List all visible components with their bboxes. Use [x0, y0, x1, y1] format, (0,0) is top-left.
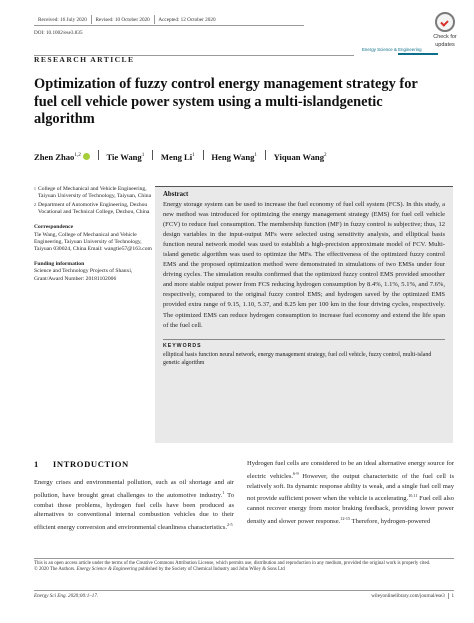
footnote-rule: [34, 558, 454, 559]
journal-url[interactable]: wileyonlinelibrary.com/journal/ese3: [371, 593, 445, 600]
article-metadata: [34, 186, 152, 283]
article-dates: [34, 14, 304, 26]
body-column-left: Energy crises and environmental pollution, such as oil shortage and air pollution, have brought great challenges to the automotive industry.$^1$ To combat those problems, hydrogen fuel cells have been produced as alternatives to conventional internal combustion vehicles due to their efficient energy conversion and environmental cleanliness characteristics.$^{2-5}$: [34, 479, 234, 532]
accepted-date: Accepted: 12 October 2020: [158, 16, 216, 23]
page-footer-right: [320, 593, 454, 599]
divider: [265, 150, 266, 160]
correspondence-heading: Correspondence: [34, 224, 74, 231]
journal-logo-text: Energy Science & Engineering: [362, 47, 422, 52]
abstract-box: [155, 186, 453, 443]
footer-rule: [34, 590, 454, 591]
revised-date: Revised: 10 October 2020: [95, 16, 150, 23]
affiliation: 2 Department of Automotive Engineering, Dezhou Vocational and Technical College, Dezhou, China: [34, 201, 150, 216]
citation[interactable]: 2-5: [227, 521, 233, 527]
abstract-body: Energy storage system can be used to increase the fuel economy of fuel cell system (FCS). In this study, a new method was introduced for optimizing the energy management strategy (EMS) for fuel cell vehicle (FCV) to reduce fuel consumption. The membership function (MF) in fuzzy control is subjective; thus, 12 design variables in the input-output MFs were selected using sensitivity analysis, and elliptical basis function neural network model was used to establish a high-precision approximate model of FCV. Multi-island genetic algorithm was used to optimize the MFs. The effectiveness of the optimized fuzzy control EMS and the proposed optimization method were demonstrated in simulations of two EMSs under four driving cycles. The simulation results confirmed that the optimized fuzzy control EMS provided smoother and more stable output power from FCS reducing hydrogen consumption by 8.4%, 1.1%, 5.1%, and 7.6%, respectively, compared to the original fuzzy control EMS; and hydrogen saved by the optimized EMS provided extra range of 9.15, 1.10, 5.37, and 8.25 km per 100 km in the four driving cycles, respectively. The optimized EMS can reduce hydrogen consumption to increase fuel economy and extend the life span of the fuel cell.: [163, 201, 445, 329]
article-title: Optimization of fuzzy control energy management strategy for fuel cell vehicle power system using a multi-islandgenetic algorithm: [34, 76, 418, 128]
journal-logo-bar: [398, 53, 438, 55]
author-list: [34, 150, 454, 162]
divider: [203, 150, 204, 160]
author[interactable]: Tie Wang$^1$: [106, 152, 145, 162]
keywords-list: elliptical basis function neural network, energy management strategy, fuel cell vehicle, fuzzy control, multi-island genetic algorithm: [163, 352, 432, 366]
citation[interactable]: 10,11: [408, 493, 418, 499]
check-updates-icon: [435, 12, 455, 32]
license-text: This is an open access article under the terms of the Creative Commons Attribution License, which permits use, distribution and reproduction in any medium, provided the original work is properly cited.: [34, 561, 431, 566]
divider: [98, 150, 99, 160]
section-heading: [34, 459, 129, 469]
doi[interactable]: DOI: 10.1002/ese3.835: [34, 30, 83, 36]
check-updates-line2: updates: [435, 42, 455, 48]
license-footnote: [34, 561, 454, 574]
keywords-heading: KEYWORDS: [163, 343, 202, 350]
journal-citation: Energy Sci Eng. 2020;00:1–17.: [34, 593, 99, 599]
correspondence-text: Tie Wang, College of Mechanical and Vehicle Engineering, Taiyuan University of Technology, Taiyuan 030024, China Email: wangtie57@163.com: [34, 231, 152, 252]
citation[interactable]: 6-9: [293, 470, 299, 476]
citation[interactable]: 12-15: [340, 515, 351, 521]
citation[interactable]: 1: [222, 489, 225, 495]
funding-heading: Funding information: [34, 261, 85, 268]
copyright-text: © 2020 The Authors. Energy Science & Engineering published by the Society of Chemical Industry and John Wiley & Sons Ltd: [34, 567, 285, 573]
section-number: 1: [34, 459, 39, 469]
funding-text: Science and Technology Projects of Shanxi, Grant/Award Number: 20181102006: [34, 268, 133, 282]
affiliation: 1 College of Mechanical and Vehicle Engineering, Taiyuan University of Technology, Taiyuan, China: [34, 186, 152, 200]
author[interactable]: Heng Wang$^1$: [211, 152, 258, 162]
journal-logo: [362, 47, 438, 55]
divider: [152, 150, 153, 160]
article-type: RESEARCH ARTICLE: [34, 55, 135, 64]
author[interactable]: Zhen Zhao$^{1,2}$: [34, 152, 90, 162]
page-number: 1: [451, 593, 454, 600]
body-column-right: Hydrogen fuel cells are considered to be an ideal alternative energy source for electric vehicles.$^{6-9}$ However, the output characteristic of the fuel cell is relatively soft. Its dynamic response ability is weak, and a single fuel cell may not provide sufficient power when the vehicle is accelerating.$^{10,11}$ Fuel cell also cannot recover energy from motor braking feedback, providing lower power density and slower power response.$^{12-15}$ Therefore, hydrogen-powered: [247, 460, 455, 526]
check-updates-line1: Check for: [433, 34, 457, 40]
divider: [448, 593, 449, 599]
orcid-icon[interactable]: [83, 153, 90, 160]
section-title: INTRODUCTION: [52, 459, 129, 469]
received-date: Received: 16 July 2020: [38, 16, 87, 23]
author[interactable]: Yiquan Wang$^2$: [273, 152, 327, 162]
author[interactable]: Meng Li$^1$: [160, 152, 195, 162]
abstract-heading: Abstract: [163, 191, 189, 198]
check-for-updates-badge[interactable]: [424, 12, 466, 52]
divider: [163, 339, 445, 340]
